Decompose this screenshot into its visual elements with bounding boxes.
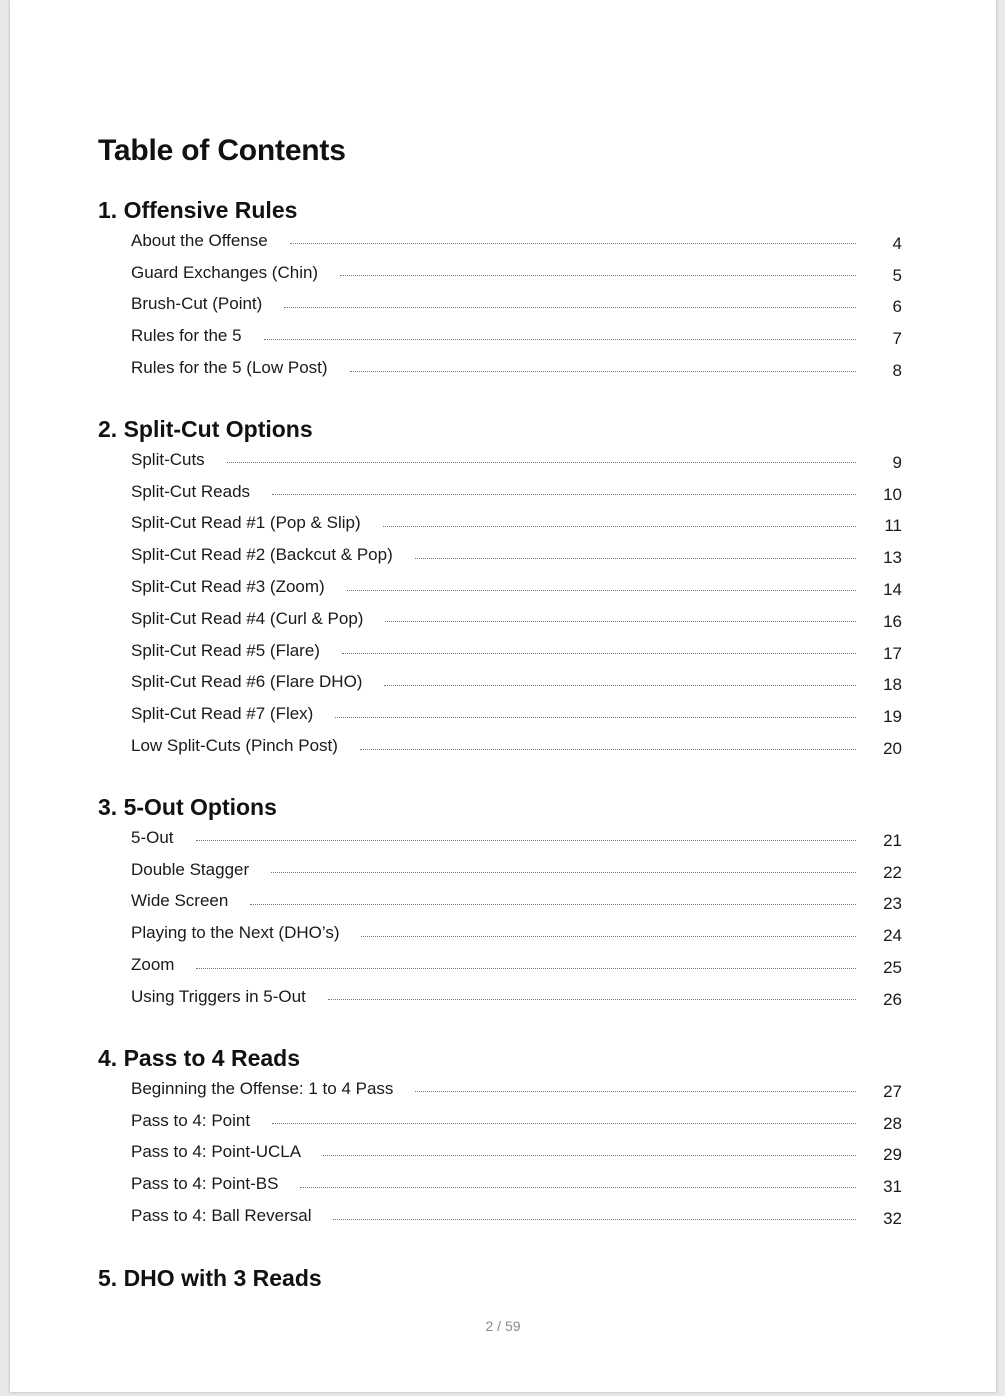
toc-entry-page-number: 17 bbox=[883, 643, 902, 663]
toc-section-1 bbox=[98, 195, 902, 384]
toc-title: Table of Contents bbox=[98, 134, 346, 167]
toc-entry-label: Zoom bbox=[131, 955, 175, 975]
toc-entry-page-number: 20 bbox=[883, 739, 902, 759]
dot-leader bbox=[333, 1219, 856, 1220]
toc-entry-page-number: 23 bbox=[883, 894, 902, 914]
toc-entry-list bbox=[98, 444, 902, 762]
toc-entry-label: Using Triggers in 5-Out bbox=[131, 986, 306, 1006]
toc-entry-page-number: 27 bbox=[883, 1081, 902, 1101]
toc-entry-label: Split-Cut Read #7 (Flex) bbox=[131, 704, 314, 724]
dot-leader bbox=[350, 371, 856, 372]
toc-entry-list bbox=[98, 1073, 902, 1232]
toc-entry[interactable] bbox=[98, 289, 902, 321]
dot-leader bbox=[383, 526, 856, 527]
toc-entry[interactable] bbox=[98, 698, 902, 730]
toc-entry-page-number: 25 bbox=[883, 958, 902, 978]
toc-entry[interactable] bbox=[98, 1200, 902, 1232]
document-page bbox=[10, 0, 996, 1392]
toc-entry-label: Double Stagger bbox=[131, 859, 250, 879]
section-heading: 4. Pass to 4 Reads bbox=[98, 1045, 300, 1071]
toc-entry[interactable] bbox=[98, 886, 902, 918]
toc-entry-page-number: 24 bbox=[883, 926, 902, 946]
toc-entry-label: Wide Screen bbox=[131, 891, 229, 911]
toc-entry-page-number: 29 bbox=[883, 1145, 902, 1165]
toc-entry[interactable] bbox=[98, 320, 902, 352]
dot-leader bbox=[250, 904, 856, 905]
toc-entry-label: Split-Cut Read #2 (Backcut & Pop) bbox=[131, 545, 393, 565]
toc-entry[interactable] bbox=[98, 225, 902, 257]
toc-entry[interactable] bbox=[98, 949, 902, 981]
toc-entry-page-number: 18 bbox=[883, 675, 902, 695]
toc-entry[interactable] bbox=[98, 1137, 902, 1169]
dot-leader bbox=[284, 307, 856, 308]
toc-entry-label: About the Offense bbox=[131, 230, 268, 250]
section-heading: 2. Split-Cut Options bbox=[98, 416, 313, 442]
toc-entry[interactable] bbox=[98, 854, 902, 886]
toc-entry[interactable] bbox=[98, 822, 902, 854]
toc-entry-page-number: 31 bbox=[883, 1177, 902, 1197]
toc-entry[interactable] bbox=[98, 508, 902, 540]
section-heading: 1. Offensive Rules bbox=[98, 197, 298, 223]
toc-entry[interactable] bbox=[98, 1073, 902, 1105]
toc-entry[interactable] bbox=[98, 635, 902, 667]
section-heading: 5. DHO with 3 Reads bbox=[98, 1265, 322, 1291]
page-indicator: 2 / 59 bbox=[485, 1318, 521, 1334]
toc-entry-page-number: 22 bbox=[883, 862, 902, 882]
toc-entry-page-number: 32 bbox=[883, 1209, 902, 1229]
toc-entry-label: Guard Exchanges (Chin) bbox=[131, 262, 319, 282]
toc-entry-label: Rules for the 5 bbox=[131, 326, 242, 346]
toc-entry-page-number: 26 bbox=[883, 989, 902, 1009]
toc-entry-page-number: 5 bbox=[892, 265, 902, 285]
dot-leader bbox=[300, 1187, 856, 1188]
toc-entry[interactable] bbox=[98, 1105, 902, 1137]
dot-leader bbox=[340, 275, 856, 276]
toc-entry[interactable] bbox=[98, 476, 902, 508]
toc-entry-page-number: 14 bbox=[883, 580, 902, 600]
toc-entry-label: Split-Cut Read #4 (Curl & Pop) bbox=[131, 608, 364, 628]
toc-entry-page-number: 10 bbox=[883, 484, 902, 504]
toc-entry[interactable] bbox=[98, 917, 902, 949]
dot-leader bbox=[360, 749, 856, 750]
toc-entry[interactable] bbox=[98, 444, 902, 476]
toc-entry-page-number: 6 bbox=[892, 297, 902, 317]
toc-entry[interactable] bbox=[98, 257, 902, 289]
toc-entry-label: Playing to the Next (DHO’s) bbox=[131, 923, 340, 943]
toc-entry-page-number: 13 bbox=[883, 548, 902, 568]
dot-leader bbox=[227, 462, 856, 463]
toc-entry-label: Split-Cut Read #3 (Zoom) bbox=[131, 577, 325, 597]
toc-entry-label: Pass to 4: Ball Reversal bbox=[131, 1206, 312, 1226]
toc-entry[interactable] bbox=[98, 539, 902, 571]
toc-entry[interactable] bbox=[98, 352, 902, 384]
toc-entry-page-number: 28 bbox=[883, 1113, 902, 1133]
toc-entry-label: Split-Cut Reads bbox=[131, 481, 251, 501]
dot-leader bbox=[342, 653, 856, 654]
toc-entry-page-number: 7 bbox=[892, 329, 902, 349]
toc-entry-page-number: 11 bbox=[884, 516, 902, 536]
toc-entry-label: Rules for the 5 (Low Post) bbox=[131, 358, 328, 378]
dot-leader bbox=[384, 685, 856, 686]
toc-entry-page-number: 21 bbox=[883, 830, 902, 850]
dot-leader bbox=[415, 558, 856, 559]
toc-entry[interactable] bbox=[98, 667, 902, 699]
toc-entry-label: Brush-Cut (Point) bbox=[131, 294, 263, 314]
toc-entry[interactable] bbox=[98, 730, 902, 762]
toc-entry-label: 5-Out bbox=[131, 827, 174, 847]
dot-leader bbox=[196, 840, 856, 841]
dot-leader bbox=[196, 968, 856, 969]
toc-entry[interactable] bbox=[98, 981, 902, 1013]
toc-entry-list bbox=[98, 225, 902, 384]
toc-section-2 bbox=[98, 414, 902, 762]
dot-leader bbox=[361, 936, 856, 937]
dot-leader bbox=[323, 1155, 856, 1156]
dot-leader bbox=[415, 1091, 856, 1092]
dot-leader bbox=[290, 243, 856, 244]
dot-leader bbox=[272, 1123, 856, 1124]
toc-entry-label: Split-Cuts bbox=[131, 449, 205, 469]
toc-entry-label: Split-Cut Read #6 (Flare DHO) bbox=[131, 672, 363, 692]
section-heading: 3. 5-Out Options bbox=[98, 794, 277, 820]
dot-leader bbox=[264, 339, 856, 340]
toc-entry-page-number: 16 bbox=[883, 611, 902, 631]
toc-entry-label: Pass to 4: Point bbox=[131, 1110, 251, 1130]
toc-section-5 bbox=[98, 1263, 902, 1293]
dot-leader bbox=[385, 621, 856, 622]
toc-entry-page-number: 9 bbox=[892, 452, 902, 472]
toc-section-3 bbox=[98, 792, 902, 1013]
toc-entry-page-number: 4 bbox=[892, 233, 902, 253]
toc-section-4 bbox=[98, 1043, 902, 1232]
toc-entry-page-number: 8 bbox=[892, 361, 902, 381]
dot-leader bbox=[271, 872, 856, 873]
toc-entry[interactable] bbox=[98, 571, 902, 603]
dot-leader bbox=[272, 494, 856, 495]
toc-entry-label: Low Split-Cuts (Pinch Post) bbox=[131, 736, 338, 756]
toc-entry-page-number: 19 bbox=[883, 707, 902, 727]
dot-leader bbox=[335, 717, 856, 718]
toc-entry-label: Split-Cut Read #5 (Flare) bbox=[131, 640, 320, 660]
toc-entry[interactable] bbox=[98, 1168, 902, 1200]
dot-leader bbox=[347, 590, 856, 591]
toc-entry[interactable] bbox=[98, 603, 902, 635]
dot-leader bbox=[328, 999, 856, 1000]
toc-entry-label: Pass to 4: Point-UCLA bbox=[131, 1142, 302, 1162]
toc-entry-label: Split-Cut Read #1 (Pop & Slip) bbox=[131, 513, 361, 533]
toc-entry-label: Beginning the Offense: 1 to 4 Pass bbox=[131, 1078, 394, 1098]
toc-entry-list bbox=[98, 822, 902, 1013]
toc-entry-label: Pass to 4: Point-BS bbox=[131, 1174, 279, 1194]
